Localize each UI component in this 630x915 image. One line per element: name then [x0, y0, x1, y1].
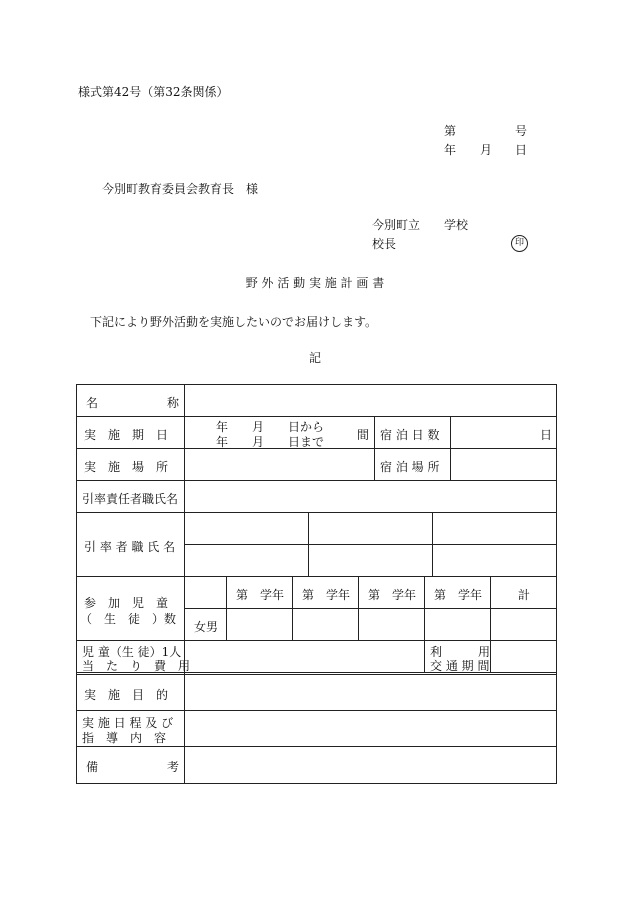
participants-label-line1: 参 加 児 童 [84, 596, 169, 610]
doc-number-suffix: 号 [515, 124, 528, 138]
transport-label-line2: 交 通 期 間 [430, 659, 490, 673]
gender-label: 女男 [194, 620, 219, 634]
grade-header-1: 第 学年 [236, 588, 285, 602]
form-number: 様式第42号（第32条関係） [78, 85, 229, 99]
principal-label: 校長 [372, 237, 397, 251]
period-ma: 間 [357, 428, 370, 442]
remarks-label-first: 備 [86, 760, 99, 774]
school-name: 今別町立 学校 [372, 218, 469, 232]
participants-label-line2: （ 生 徒 ）数 [80, 612, 177, 626]
leader-label: 引率責任者職氏名 [82, 492, 179, 506]
grade-header-3: 第 学年 [368, 588, 417, 602]
period-from: 年 月 日から [216, 420, 325, 434]
ki-marker: 記 [308, 351, 321, 365]
date-year: 年 [444, 143, 457, 157]
period-to: 年 月 日まで [216, 435, 325, 449]
schedule-label-line2: 指 導 内 容 [82, 731, 167, 745]
grade-header-4: 第 学年 [434, 588, 483, 602]
schedule-label-line1: 実 施 日 程 及 び [82, 716, 174, 730]
grade-header-2: 第 学年 [302, 588, 351, 602]
cost-label-line2: 当 た り 費 用 [82, 659, 191, 673]
intro-text: 下記により野外活動を実施したいのでお届けします。 [90, 315, 378, 329]
lodging-days-unit: 日 [540, 428, 553, 442]
transport-label-line1: 利 用 [430, 645, 491, 659]
purpose-label: 実 施 目 的 [84, 688, 169, 702]
remarks-label-last: 考 [167, 760, 180, 774]
cost-label-line1: 児 童（生 徒）1人 [82, 645, 182, 659]
escorts-label: 引 率 者 職 氏 名 [84, 540, 176, 554]
addressee: 今別町教育委員会教育長 様 [102, 182, 259, 196]
total-header: 計 [518, 588, 531, 602]
lodging-place-label: 宿 泊 場 所 [380, 460, 440, 474]
name-label-last: 称 [167, 396, 180, 410]
document-title: 野 外 活 動 実 施 計 画 書 [245, 276, 385, 290]
name-label-first: 名 [86, 396, 99, 410]
date-day: 日 [515, 143, 528, 157]
period-label: 実 施 期 日 [84, 428, 169, 442]
seal-mark: 印 [511, 235, 528, 252]
place-label: 実 施 場 所 [84, 460, 169, 474]
doc-number-prefix: 第 [444, 124, 457, 138]
lodging-days-label: 宿 泊 日 数 [380, 428, 440, 442]
date-month: 月 [480, 143, 493, 157]
